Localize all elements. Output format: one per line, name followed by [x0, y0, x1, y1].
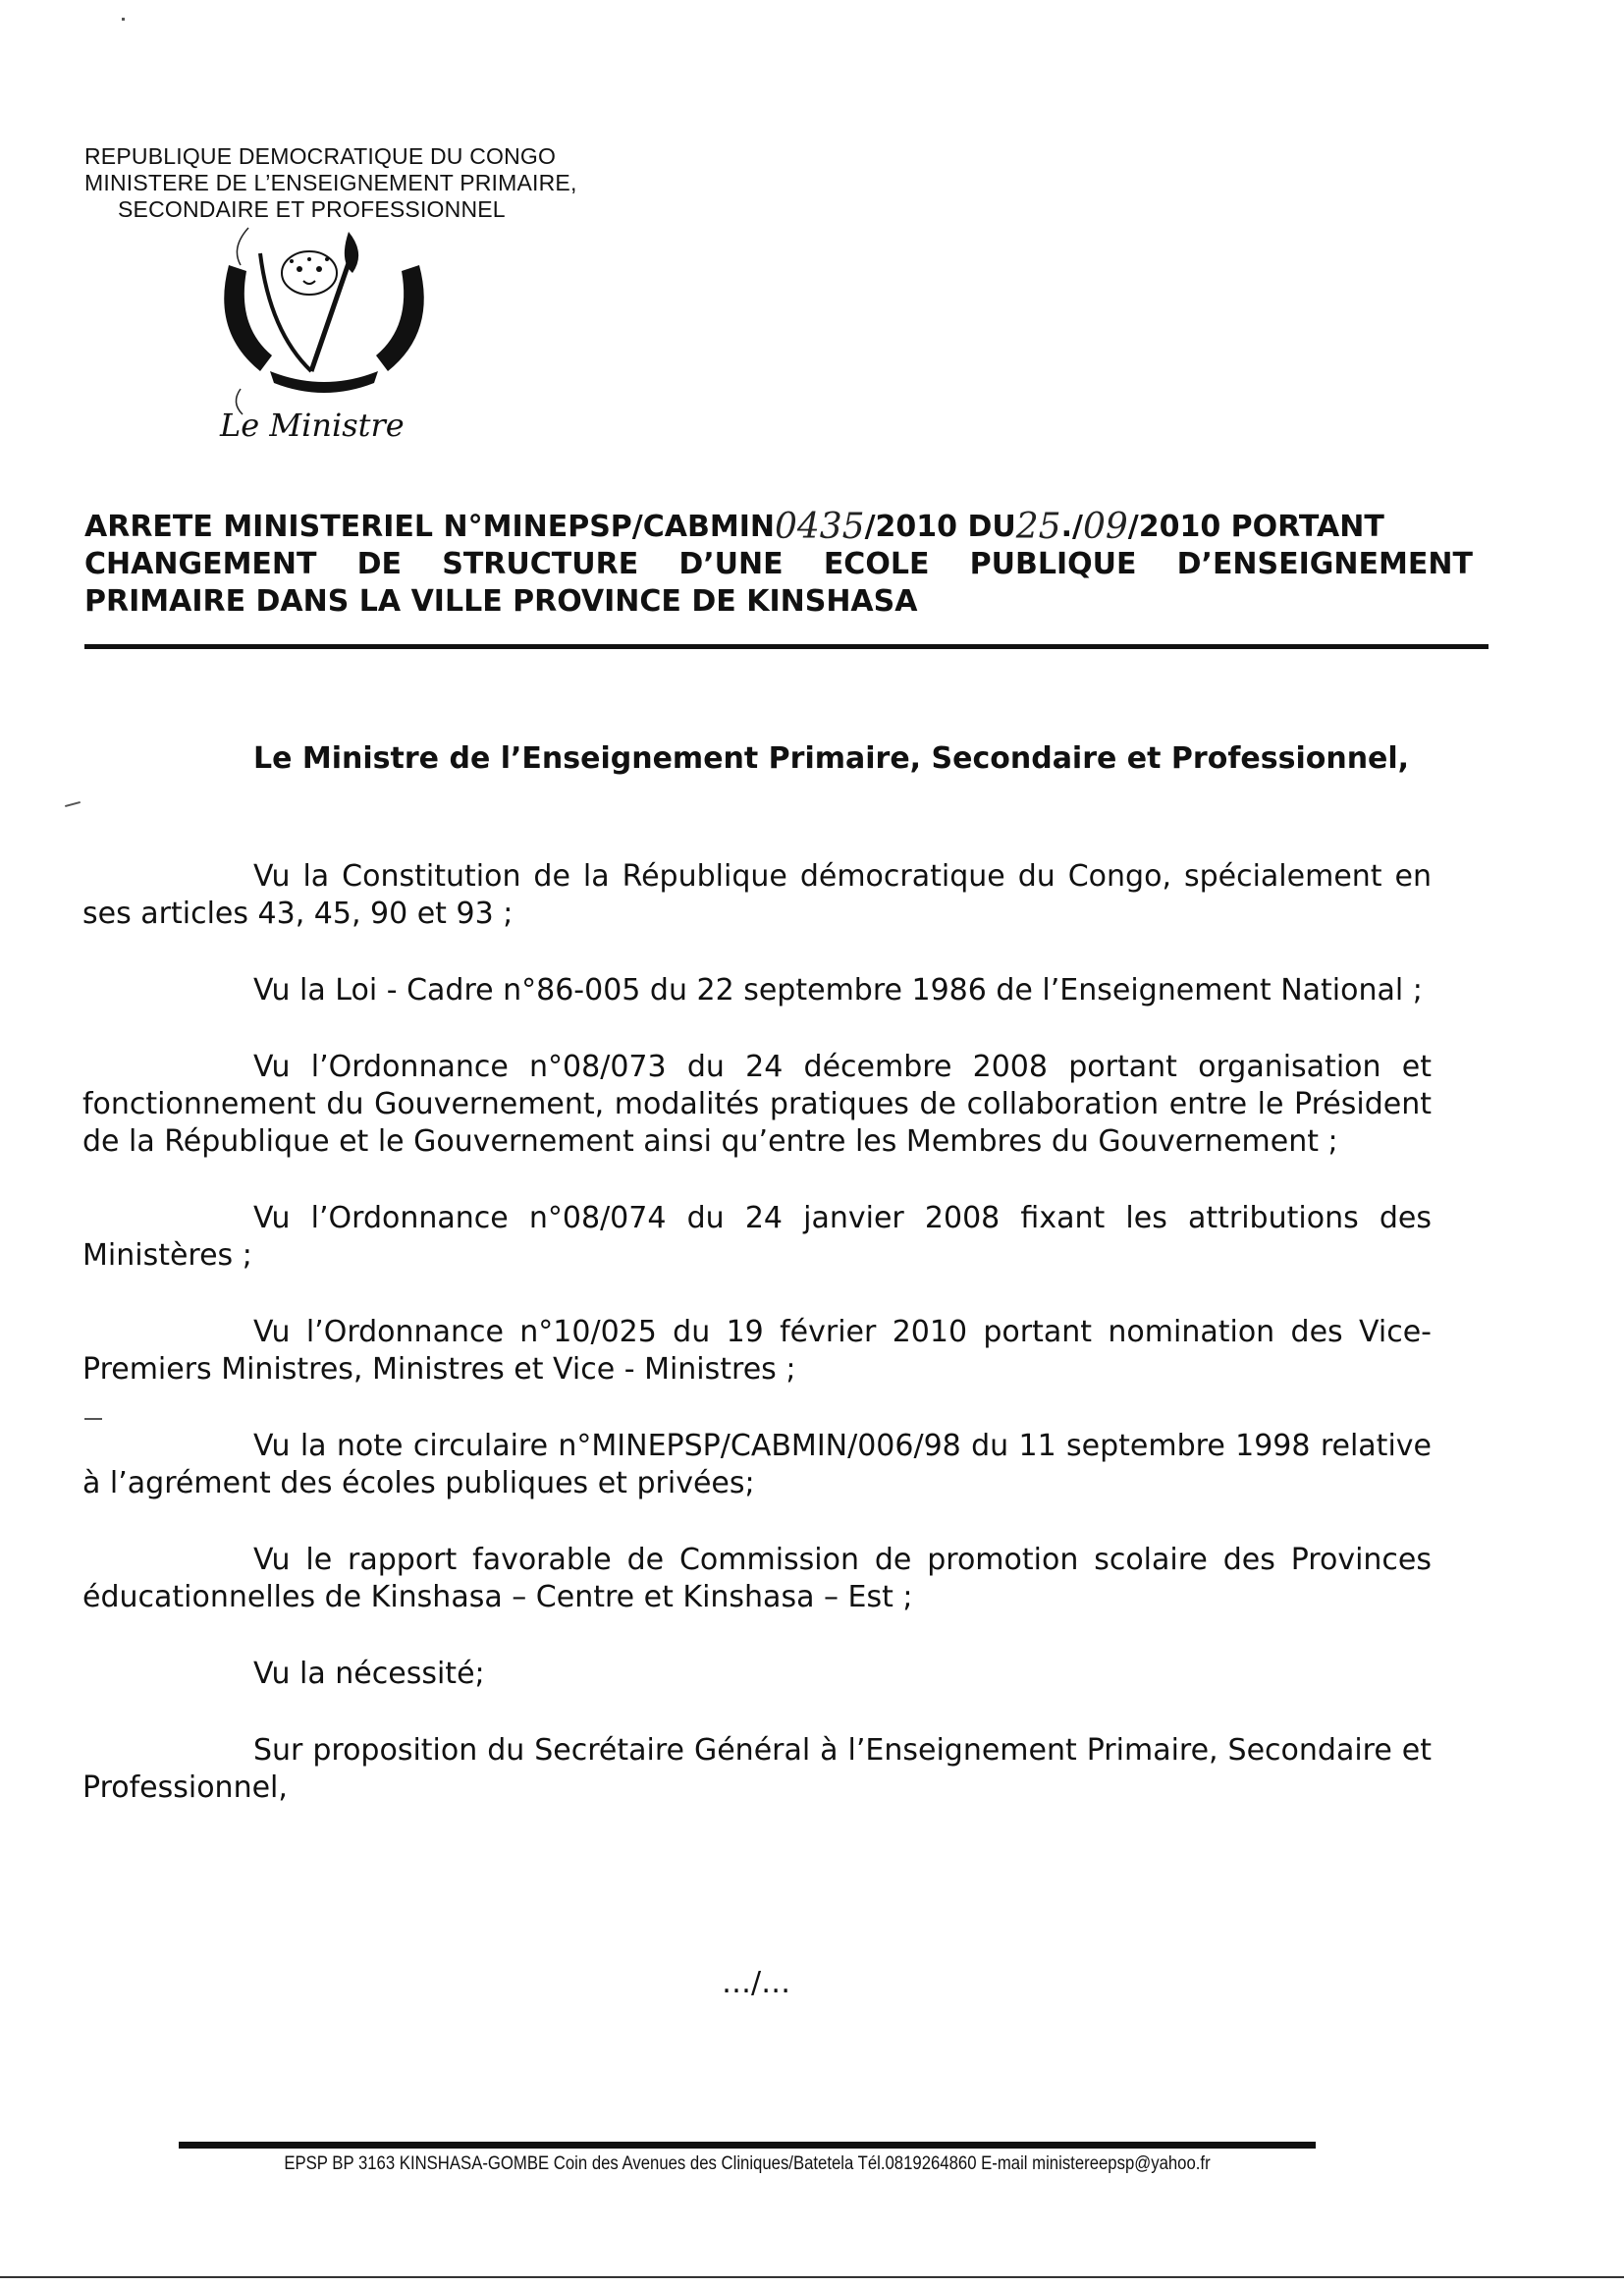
title-day-handwritten: 25	[1015, 507, 1061, 547]
letterhead-ministry: MINISTERE DE L’ENSEIGNEMENT PRIMAIRE,	[84, 170, 577, 195]
letterhead-ministry-cont: SECONDAIRE ET PROFESSIONNEL	[118, 196, 506, 222]
scan-speck	[65, 801, 81, 807]
title-month-handwritten: 09	[1082, 507, 1128, 547]
continuation-mark: …/…	[722, 1966, 791, 2000]
scan-speck	[84, 1418, 102, 1420]
paragraph-ordonnance-08-074: Vu l’Ordonnance n°08/074 du 24 janvier 2008 fixant les attributions des Ministères ;	[82, 1201, 1432, 1273]
footer-address: EPSP BP 3163 KINSHASA-GOMBE Coin des Avenues des Cliniques/Batetela Tél.0819264860 E-mail ministereepsp@yahoo.fr	[284, 2153, 1211, 2174]
paragraph-note-circulaire: Vu la note circulaire n°MINEPSP/CABMIN/006/98 du 11 septembre 1998 relative à l’agrément des écoles publiques et privées;	[82, 1429, 1432, 1500]
title-divider	[84, 644, 1489, 649]
paragraph-necessite: Vu la nécessité;	[253, 1657, 485, 1691]
title-word: CHANGEMENT	[84, 547, 317, 581]
decree-title	[84, 509, 1473, 621]
paragraph-loi-cadre: Vu la Loi - Cadre n°86-005 du 22 septembre 1986 de l’Enseignement National ;	[253, 973, 1423, 1007]
title-slash: /	[1071, 510, 1083, 544]
document-body	[82, 858, 1432, 1846]
paragraph-rapport: Vu le rapport favorable de Commission de promotion scolaire des Provinces éducationnelles de Kinshasa – Centre et Kinshasa – Est ;	[82, 1543, 1432, 1614]
signature-label: Le Ministre	[220, 407, 405, 444]
coat-of-arms-icon	[201, 224, 447, 415]
title-word: DE	[356, 547, 403, 581]
paragraph-ordonnance-08-073: Vu l’Ordonnance n°08/073 du 24 décembre 2008 portant organisation et fonctionnement du Gouvernement, modalités pratiques de collaboration entre le Président de la République et le Gouvernement ainsi qu’entre les Membres du Gouvernement ;	[82, 1050, 1432, 1159]
scan-edge	[0, 2276, 1624, 2278]
footer-divider	[179, 2142, 1316, 2149]
title-part1: ARRETE MINISTERIEL N°MINEPSP/CABMIN	[84, 510, 775, 544]
title-date-sep: .	[1060, 510, 1072, 544]
paragraph-constitution: Vu la Constitution de la République démocratique du Congo, spécialement en ses articles 43, 45, 90 et 93 ;	[82, 859, 1432, 931]
title-line3: PRIMAIRE DANS LA VILLE PROVINCE DE KINSHASA	[84, 584, 918, 619]
title-word: PUBLIQUE	[969, 547, 1137, 581]
title-word: ECOLE	[823, 547, 930, 581]
title-part3: /2010 PORTANT	[1127, 510, 1384, 544]
paragraph-proposition: Sur proposition du Secrétaire Général à l’Enseignement Primaire, Secondaire et Professionnel,	[82, 1733, 1432, 1805]
title-word: D’UNE	[678, 547, 784, 581]
minister-title: Le Ministre de l’Enseignement Primaire, Secondaire et Professionnel,	[253, 741, 1410, 776]
title-part2: /2010 DU	[864, 510, 1016, 544]
letterhead	[84, 143, 654, 223]
scan-speck	[122, 18, 125, 21]
title-word: D’ENSEIGNEMENT	[1176, 547, 1473, 581]
title-number-handwritten: 0435	[774, 507, 865, 547]
letterhead-country: REPUBLIQUE DEMOCRATIQUE DU CONGO	[84, 143, 557, 169]
paragraph-ordonnance-10-025: Vu l’Ordonnance n°10/025 du 19 février 2010 portant nomination des Vice-Premiers Ministres, Ministres et Vice - Ministres ;	[82, 1315, 1432, 1387]
title-word: STRUCTURE	[442, 547, 639, 581]
title-line2	[84, 546, 1473, 583]
